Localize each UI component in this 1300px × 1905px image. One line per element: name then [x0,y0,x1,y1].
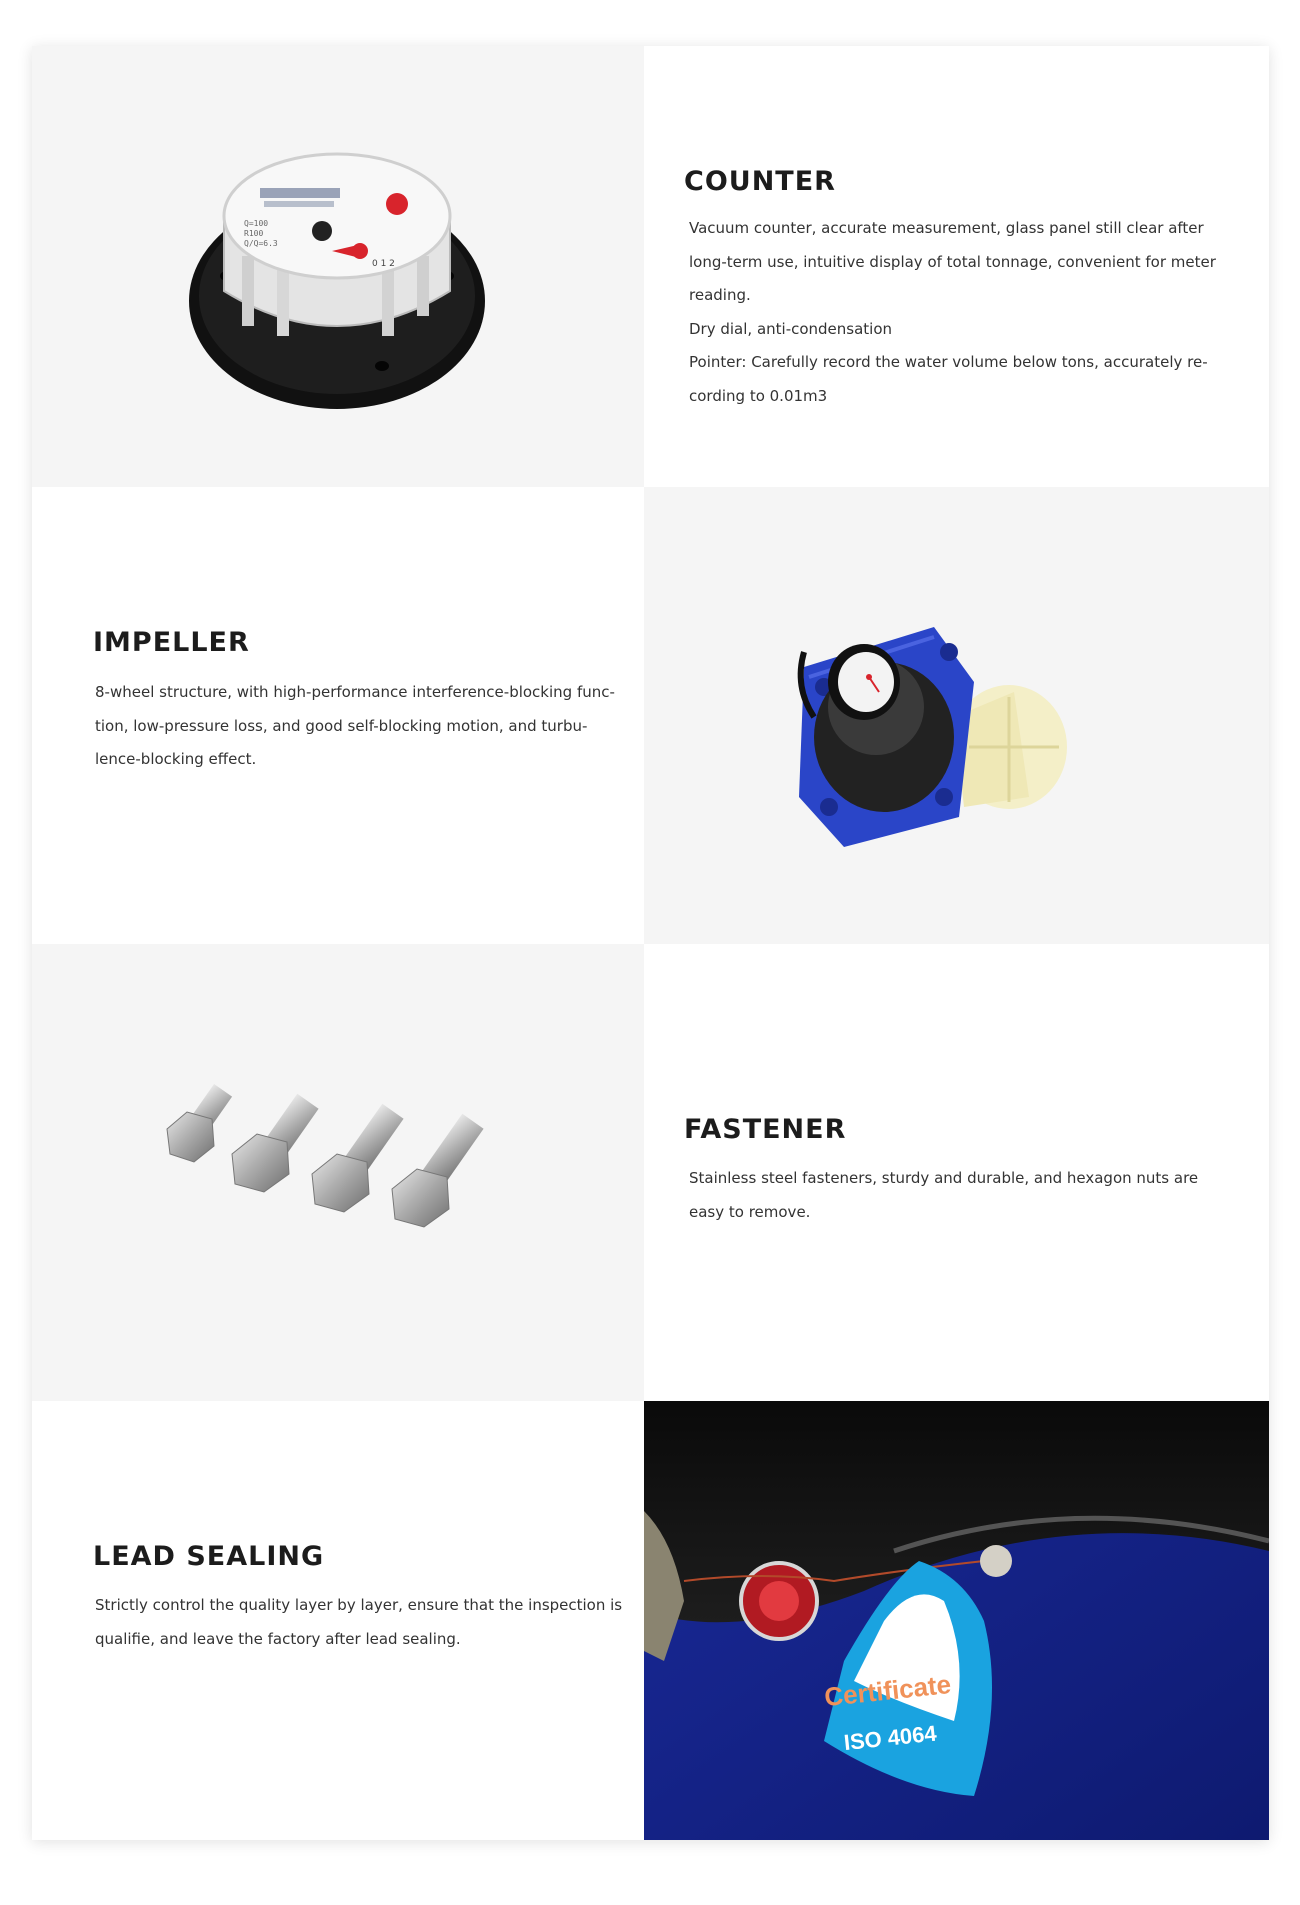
section-description [95,676,625,777]
lead-sealing-image-panel [644,1401,1269,1840]
section-description [689,1162,1219,1229]
counter-image-panel [32,46,644,487]
section-description [689,212,1229,413]
impeller-text-panel [32,487,644,944]
section-title: IMPELLER [93,627,250,658]
lead-seal-image [644,1401,1269,1840]
section-title: COUNTER [684,166,836,197]
feature-card [32,46,1269,1840]
description-paragraph: Strictly control the quality layer by layer, ensure that the inspection is qualifie, and leave the factory after lead sealing. [95,1596,623,1648]
impeller-image [784,607,1104,867]
counter-text-panel [644,46,1269,487]
fastener-image [152,1074,532,1274]
description-paragraph: Vacuum counter, accurate measurement, glass panel still clear after long-term use, intuitive display of total tonnage, convenient for meter reading. [689,219,1216,304]
svg-text:R100: R100 [244,229,264,238]
fastener-text-panel [644,944,1269,1401]
section-title: FASTENER [684,1114,847,1145]
fastener-image-panel [32,944,644,1401]
svg-text:Q/Q=6.3: Q/Q=6.3 [244,239,278,248]
feature-row-impeller [32,487,1269,944]
lead-sealing-text-panel [32,1401,644,1840]
svg-text:0 1 2: 0 1 2 [372,259,395,269]
section-title: LEAD SEALING [93,1541,325,1572]
description-paragraph: 8-wheel structure, with high-performance interference-blocking func-tion, low-pressure loss, and good self-blocking motion, and turbu-lence-blocking effect. [95,683,615,768]
svg-text:Q=100: Q=100 [244,219,269,228]
iso-tag-text: ISO 4064 [842,1720,938,1756]
certificate-tag-text: Certificate [822,1669,953,1713]
section-description [95,1589,625,1656]
description-paragraph: Stainless steel fasteners, sturdy and durable, and hexagon nuts are easy to remove. [689,1169,1199,1221]
description-paragraph: Pointer: Carefully record the water volume below tons, accurately re-cording to 0.01m3 [689,353,1208,405]
counter-image [182,126,502,426]
description-paragraph: Dry dial, anti-condensation [689,319,893,338]
feature-row-counter [32,46,1269,487]
feature-row-fastener [32,944,1269,1401]
impeller-image-panel [644,487,1269,944]
feature-row-lead-sealing [32,1401,1269,1840]
